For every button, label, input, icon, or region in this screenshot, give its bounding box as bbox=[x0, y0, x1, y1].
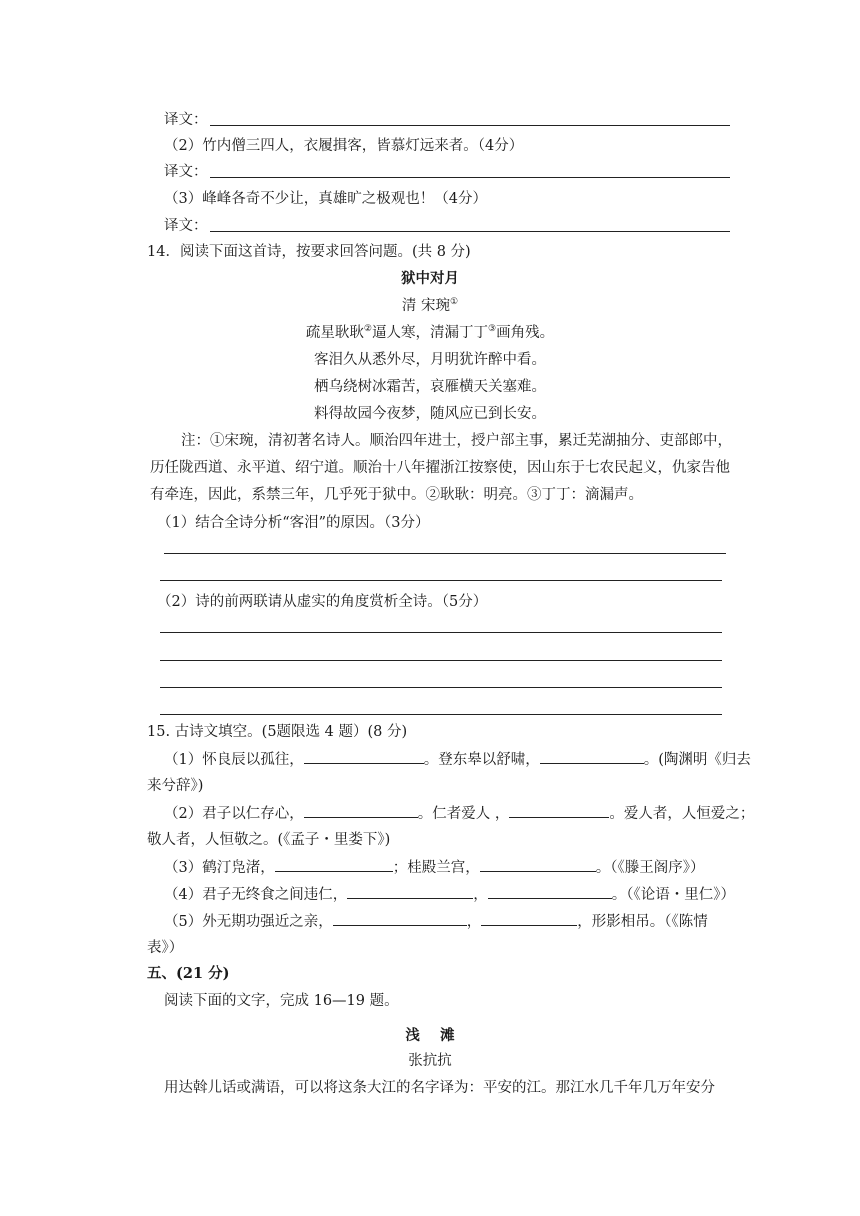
prompt-text: （5）外无期功强近之亲， bbox=[164, 914, 333, 930]
q15-item-2-cont: 敬人者，人恒敬之。(《孟子・里娄下》) bbox=[147, 832, 391, 848]
poem-line-1 bbox=[0, 323, 860, 343]
poem-author-name: 清 宋琬 bbox=[401, 298, 451, 314]
prompt-text: 。登东皋以舒啸， bbox=[423, 752, 540, 768]
prompt-text: 。爱人者，人恒爱之； bbox=[609, 806, 755, 822]
q13-item-2: （2）竹内僧三四人，衣履揖客，皆慕灯远来者。（4分） bbox=[164, 138, 524, 154]
fill-blank[interactable] bbox=[347, 884, 473, 899]
translation-line-2[interactable] bbox=[164, 162, 730, 182]
poem-line-3: 栖乌绕树冰霜苦，哀雁横天关塞难。 bbox=[314, 379, 546, 395]
translation-label: 译文： bbox=[164, 164, 208, 180]
answer-line[interactable] bbox=[160, 714, 722, 715]
answer-line[interactable] bbox=[164, 553, 726, 554]
poem-line-2: 客泪久从悉外尽，月明犹许醉中看。 bbox=[314, 352, 546, 368]
prompt-text: ，形影相吊。（《陈情 bbox=[577, 914, 708, 930]
translation-line-1[interactable] bbox=[164, 110, 730, 130]
fill-blank[interactable] bbox=[480, 857, 596, 872]
fill-blank[interactable] bbox=[304, 749, 424, 764]
q13-item-3: （3）峰峰各奇不少让，真雄旷之极观也！（4分） bbox=[164, 191, 487, 207]
article-author: 张抗抗 bbox=[408, 1053, 452, 1069]
prompt-text: ， bbox=[466, 914, 482, 930]
footnote-marker: ② bbox=[363, 324, 372, 335]
q14-stem: 14．阅读下面这首诗，按要求回答问题。(共 8 分) bbox=[147, 244, 471, 260]
poem-author bbox=[0, 296, 860, 316]
answer-line[interactable] bbox=[160, 580, 722, 581]
poem-line-4: 料得故园今夜梦，随风应已到长安。 bbox=[314, 406, 546, 422]
poem-text: 逼人寒，清漏丁丁 bbox=[372, 325, 488, 341]
fill-blank[interactable] bbox=[509, 803, 609, 818]
prompt-text: （1）怀良辰以孤往， bbox=[164, 752, 304, 768]
poem-note-2: 历任陇西道、永平道、绍宁道。顺治十八年擢浙江按察使，因山东于七农民起义，仇家告他 bbox=[150, 460, 730, 476]
fill-blank[interactable] bbox=[488, 884, 612, 899]
q15-item-4 bbox=[164, 884, 735, 905]
q15-item-1-cont: 来兮辞》) bbox=[147, 778, 204, 794]
translation-label: 译文： bbox=[164, 218, 208, 234]
answer-line[interactable] bbox=[160, 632, 722, 633]
poem-note-3: 有牵连，因此，系禁三年，几乎死于狱中。②耿耿：明亮。③丁丁：滴漏声。 bbox=[150, 487, 643, 503]
prompt-text: （3）鹤汀凫渚， bbox=[164, 860, 275, 876]
article-title: 浅 滩 bbox=[405, 1027, 455, 1044]
footnote-marker: ③ bbox=[488, 324, 497, 335]
q15-item-2 bbox=[164, 803, 754, 824]
prompt-text: 。(陶渊明《归去 bbox=[643, 752, 751, 768]
prompt-text: （2）君子以仁存心， bbox=[164, 806, 304, 822]
translation-line-3[interactable] bbox=[164, 216, 730, 236]
section-instructions: 阅读下面的文字，完成 16—19 题。 bbox=[164, 993, 399, 1009]
q15-item-1 bbox=[164, 749, 751, 770]
answer-line[interactable] bbox=[160, 687, 722, 688]
q14-sub-1: （1）结合全诗分析“客泪”的原因。（3分） bbox=[157, 515, 430, 531]
q15-item-5-cont: 表》） bbox=[147, 940, 184, 956]
translation-label: 译文： bbox=[164, 112, 208, 128]
prompt-text: （4）君子无终食之间违仁， bbox=[164, 887, 348, 903]
poem-title: 狱中对月 bbox=[401, 270, 459, 287]
prompt-text: 。仁者爱人 ， bbox=[417, 806, 510, 822]
section-heading: 五、(21 分) bbox=[147, 965, 230, 982]
fill-blank[interactable] bbox=[540, 749, 644, 764]
q15-item-3 bbox=[164, 857, 704, 878]
q15-item-5 bbox=[164, 911, 708, 932]
answer-line[interactable] bbox=[210, 231, 731, 232]
fill-blank[interactable] bbox=[275, 857, 393, 872]
poem-note-1: 注：①宋琬，清初著名诗人。顺治四年进士，授户部主事，累迁芜湖抽分、吏部郎中， bbox=[181, 433, 732, 449]
prompt-text: 。（《论语・里仁》） bbox=[611, 887, 735, 903]
prompt-text: 。（《滕王阁序》） bbox=[595, 860, 705, 876]
footnote-marker: ① bbox=[450, 297, 459, 308]
poem-text: 画角残。 bbox=[496, 325, 555, 341]
article-body-line-1: 用达斡儿话或满语，可以将这条大江的名字译为：平安的江。那江水几千年几万年安分 bbox=[164, 1080, 715, 1096]
q15-stem: 15. 古诗文填空。(5题限选 4 题）(8 分) bbox=[147, 724, 408, 740]
answer-line[interactable] bbox=[210, 177, 731, 178]
fill-blank[interactable] bbox=[333, 911, 467, 926]
answer-line[interactable] bbox=[160, 660, 722, 661]
prompt-text: ， bbox=[473, 887, 488, 903]
fill-blank[interactable] bbox=[481, 911, 577, 926]
q14-sub-2: （2）诗的前两联请从虚实的角度赏析全诗。（5分） bbox=[157, 594, 488, 610]
poem-text: 疏星耿耿 bbox=[305, 325, 364, 341]
answer-line[interactable] bbox=[210, 125, 731, 126]
prompt-text: ；桂殿兰宫， bbox=[392, 860, 480, 876]
fill-blank[interactable] bbox=[304, 803, 418, 818]
